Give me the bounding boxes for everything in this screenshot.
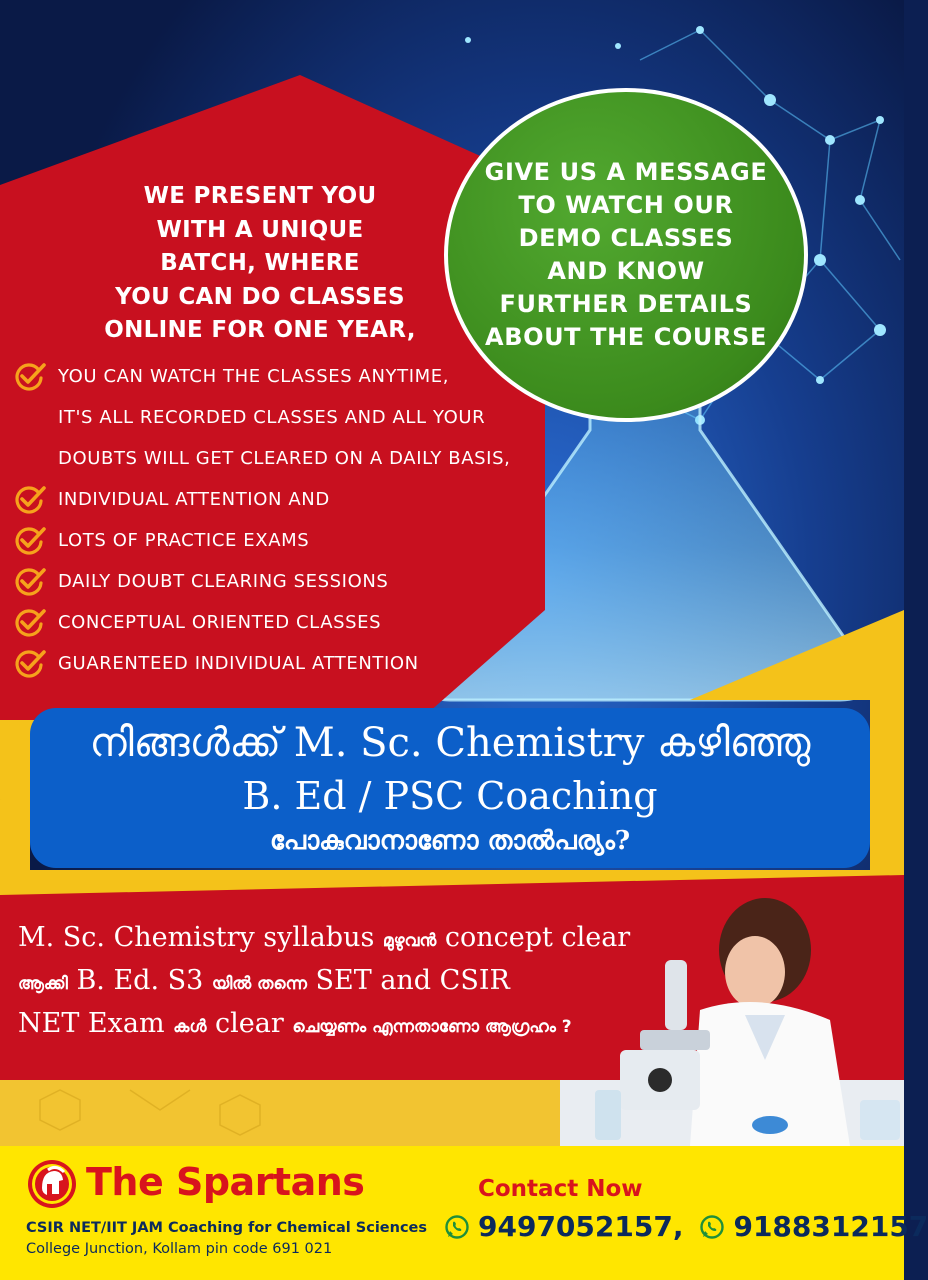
- intro-line: ONLINE FOR ONE YEAR,: [104, 317, 416, 343]
- feature-text: GUARENTEED INDIVIDUAL ATTENTION: [58, 652, 419, 674]
- circle-line: DEMO CLASSES: [518, 224, 734, 252]
- feature-text: LOTS OF PRACTICE EXAMS: [58, 529, 310, 551]
- intro-line: WE PRESENT YOU: [143, 183, 377, 209]
- intro-heading: [60, 180, 460, 348]
- goal-line-2: [18, 961, 658, 1004]
- banner-line-1: നിങ്ങൾക്ക് M. Sc. Chemistry കഴിഞ്ഞു: [89, 720, 811, 766]
- exam-goal-text: [18, 918, 658, 1047]
- feature-item: [12, 520, 309, 560]
- banner-line-2: B. Ed / PSC Coaching: [242, 774, 658, 818]
- feature-item: [12, 602, 381, 642]
- check-circle-icon: [12, 361, 48, 391]
- intro-line: WITH A UNIQUE: [156, 216, 364, 243]
- check-circle-icon: [12, 484, 48, 514]
- phone-number-2[interactable]: 9188312157: [733, 1210, 928, 1243]
- feature-text: DOUBTS WILL GET CLEARED ON A DAILY BASIS,: [58, 447, 511, 469]
- feature-item: [12, 561, 388, 601]
- malayalam-span: യിൽ തന്നെ: [211, 974, 307, 994]
- feature-item: [12, 479, 330, 519]
- circle-line: GIVE US A MESSAGE: [484, 158, 768, 186]
- malayalam-span: ആക്കി: [18, 974, 68, 994]
- feature-text: IT'S ALL RECORDED CLASSES AND ALL YOUR: [58, 406, 486, 428]
- circle-line: ABOUT THE COURSE: [485, 323, 767, 351]
- feature-item: [12, 397, 485, 437]
- banner-line-3: പോകുവാനാണോ താൽപര്യം?: [269, 826, 631, 856]
- feature-text: DAILY DOUBT CLEARING SESSIONS: [58, 570, 389, 592]
- feature-item: [12, 356, 449, 396]
- malayalam-span: കൾ: [173, 1017, 207, 1037]
- feature-text: YOU CAN WATCH THE CLASSES ANYTIME,: [58, 365, 450, 387]
- goal-line-3: [18, 1004, 658, 1047]
- demo-message-circle: [444, 88, 808, 422]
- check-circle-icon: [12, 566, 48, 596]
- brand-name: The Spartans: [86, 1160, 365, 1204]
- circle-line: AND KNOW: [547, 257, 705, 285]
- check-circle-icon: [12, 648, 48, 678]
- course-question-banner: [30, 708, 870, 868]
- text-span: clear: [206, 1008, 293, 1039]
- text-span: SET and CSIR: [306, 965, 510, 996]
- check-circle-icon: [12, 607, 48, 637]
- feature-text: CONCEPTUAL ORIENTED CLASSES: [58, 611, 382, 633]
- malayalam-span: ചെയ്യണം എന്നതാണോ ആഗ്രഹം ?: [292, 1017, 572, 1037]
- phone-numbers: [444, 1210, 928, 1243]
- text-span: B. Ed. S3: [67, 965, 212, 996]
- feature-text: INDIVIDUAL ATTENTION AND: [58, 488, 330, 510]
- text-span: concept clear: [436, 922, 631, 953]
- phone-number-1[interactable]: 9497052157,: [478, 1210, 684, 1243]
- goal-line-1: [18, 918, 658, 961]
- malayalam-span: മുഴുവൻ: [382, 931, 437, 951]
- text-span: M. Sc. Chemistry syllabus: [18, 922, 383, 953]
- address: College Junction, Kollam pin code 691 021: [26, 1241, 333, 1257]
- spartan-helmet-logo: [26, 1158, 78, 1210]
- feature-item: [12, 438, 510, 478]
- contact-now-label: Contact Now: [478, 1176, 643, 1202]
- feature-item: [12, 643, 419, 683]
- circle-line: FURTHER DETAILS: [499, 290, 753, 318]
- intro-line: YOU CAN DO CLASSES: [115, 283, 405, 310]
- brand-tagline: CSIR NET/IIT JAM Coaching for Chemical Sciences: [26, 1220, 428, 1236]
- whatsapp-icon: [699, 1214, 725, 1240]
- circle-line: TO WATCH OUR: [518, 191, 734, 219]
- text-span: NET Exam: [18, 1008, 174, 1039]
- intro-line: BATCH, WHERE: [160, 250, 360, 276]
- whatsapp-icon: [444, 1214, 470, 1240]
- check-circle-icon: [12, 525, 48, 555]
